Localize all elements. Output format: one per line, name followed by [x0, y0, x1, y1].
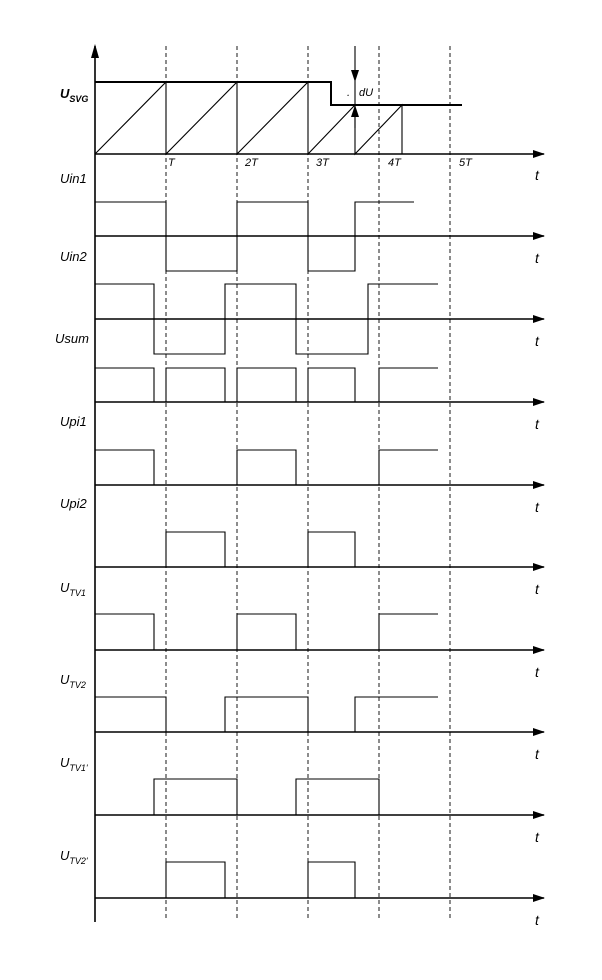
- upi1-pulse: [95, 450, 154, 485]
- trace-utv2-prime: [166, 862, 355, 898]
- t-label-5: t: [535, 499, 539, 515]
- time-axes: [95, 154, 544, 898]
- t-label-7: t: [535, 664, 539, 680]
- du-label: dU: [359, 87, 374, 99]
- svg-sawtooth: [95, 82, 402, 154]
- svg-reference-level: [95, 82, 462, 105]
- utv1-pulse: [237, 614, 296, 650]
- period-markers: [166, 46, 450, 920]
- t-label-2: t: [535, 250, 539, 266]
- usum-pulse: [166, 368, 225, 402]
- utv1-pulse: [95, 614, 154, 650]
- period-tick-labels: [168, 157, 473, 169]
- upi1-pulse: [237, 450, 296, 485]
- trace-upi1: [95, 450, 438, 485]
- upi1-pulse: [379, 450, 438, 485]
- label-utv1: $U_{TV1}$: [60, 580, 86, 598]
- trace-svg: [95, 46, 462, 154]
- time-axis-labels: [535, 167, 540, 928]
- label-utv1p: $U_{TV1'}$: [60, 755, 88, 773]
- usum-pulse: [379, 368, 438, 402]
- usum-pulse: [237, 368, 296, 402]
- utv1-pulse: [379, 614, 438, 650]
- utv2p-pulse: [166, 862, 225, 898]
- utv1p-pulse: [296, 779, 379, 815]
- tick-t: T: [168, 157, 175, 169]
- tick-3t: 3T: [316, 157, 329, 169]
- label-uin1: Uin1: [60, 171, 87, 186]
- trace-usum: [95, 368, 438, 402]
- du-arrow-down-icon: [351, 70, 359, 82]
- label-upi2: Upi2: [60, 496, 87, 511]
- usum-pulse: [308, 368, 355, 402]
- trace-utv1-prime: [154, 779, 379, 815]
- t-label-4: t: [535, 416, 539, 432]
- label-upi1: Upi1: [60, 414, 87, 429]
- t-label-6: t: [535, 581, 539, 597]
- label-usum: Usum: [55, 331, 89, 346]
- t-label-10: t: [535, 912, 539, 928]
- tick-2t: 2T: [245, 157, 258, 169]
- trace-upi2: [166, 532, 355, 567]
- label-utv2p: $U_{TV2'}$: [60, 848, 88, 866]
- t-label-8: t: [535, 746, 539, 762]
- du-dot: .: [347, 87, 351, 99]
- tick-4t: 4T: [388, 157, 401, 169]
- tick-5t: 5T: [459, 157, 472, 169]
- t-label-3: t: [535, 333, 539, 349]
- label-uin2: Uin2: [60, 249, 87, 264]
- t-label-1: t: [535, 167, 539, 183]
- trace-labels: [55, 86, 89, 866]
- trace-utv2: [95, 697, 438, 732]
- label-svg: $U_{SVG}$: [60, 86, 89, 104]
- du-arrow-up-icon: [351, 105, 359, 117]
- t-label-9: t: [535, 829, 539, 845]
- label-utv2: $U_{TV2}$: [60, 672, 86, 690]
- upi2-pulse: [308, 532, 355, 567]
- utv2p-pulse: [308, 862, 355, 898]
- usum-pulse: [95, 368, 154, 402]
- trace-utv1: [95, 614, 438, 650]
- upi2-pulse: [166, 532, 225, 567]
- vertical-axis-arrowhead: [91, 44, 99, 58]
